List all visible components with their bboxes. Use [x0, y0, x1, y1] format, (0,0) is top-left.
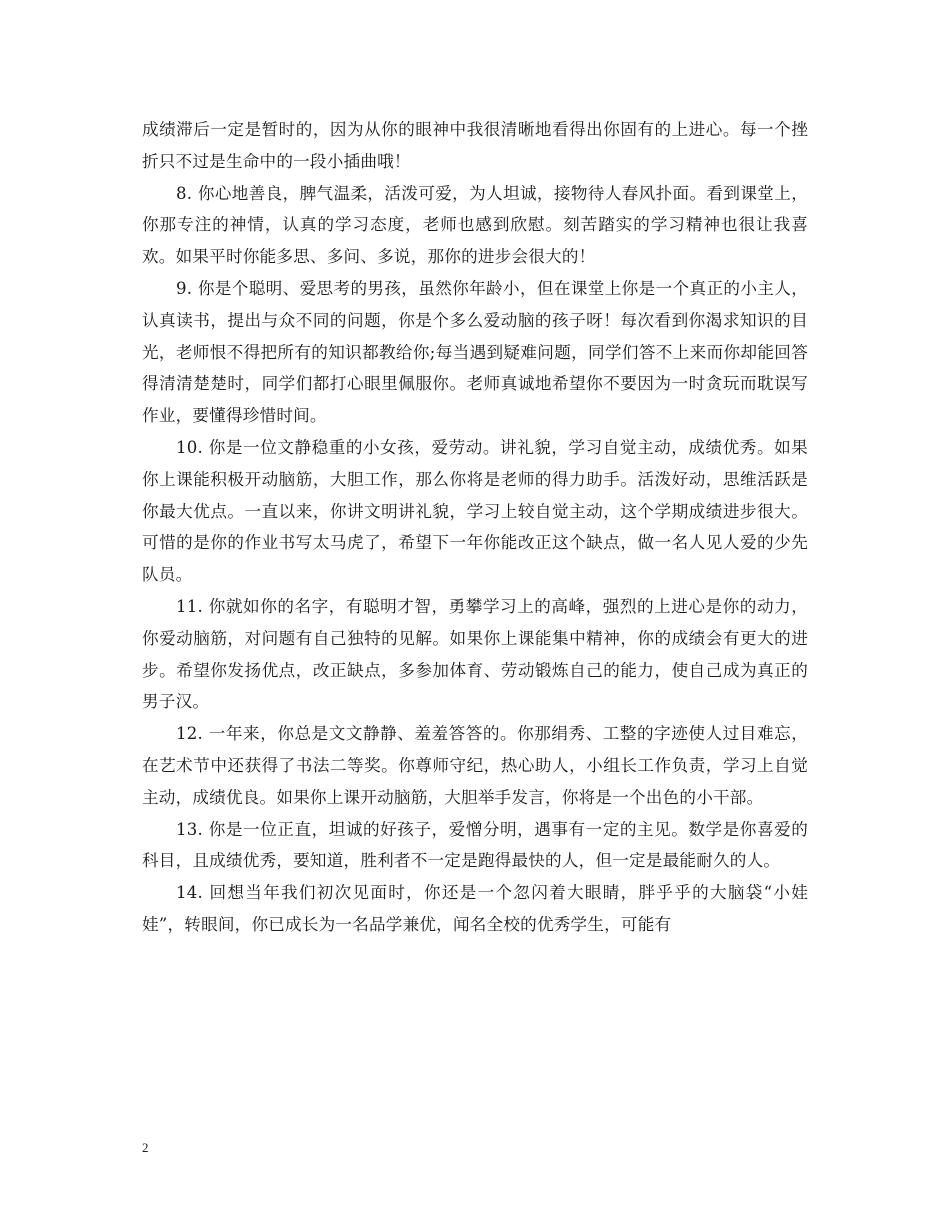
paragraph-item-13: 13. 你是一位正直，坦诚的好孩子，爱憎分明，遇事有一定的主见。数学是你喜爱的科目，且成绩优秀，要知道，胜利者不一定是跑得最快的人，但一定是最能耐久的人。: [142, 819, 808, 871]
paragraph-item-8: 8. 你心地善良，脾气温柔，活泼可爱，为人坦诚，接物待人春风扑面。看到课堂上，你那专注的神情，认真的学习态度，老师也感到欣慰。刻苦踏实的学习精神也很让我喜欢。如果平时你能多思、多问、多说，那你的进步会很大的！: [142, 183, 808, 267]
paragraph-item-12: 12. 一年来，你总是文文静静、羞羞答答的。你那绢秀、工整的字迹使人过目难忘，在艺术节中还获得了书法二等奖。你尊师守纪，热心助人，小组长工作负责，学习上自觉主动，成绩优良。如果你上课开动脑筋，大胆举手发言，你将是一个出色的小干部。: [142, 724, 808, 807]
paragraph-item-14: 14. 回想当年我们初次见面时，你还是一个忽闪着大眼睛，胖乎乎的大脑袋“小娃娃”，转眼间，你已成长为一名品学兼优，闻名全校的优秀学生，可能有: [142, 883, 808, 934]
paragraph-continuation: 成绩滞后一定是暂时的，因为从你的眼神中我很清晰地看得出你固有的上进心。每一个挫折只不过是生命中的一段小插曲哦！: [142, 120, 808, 171]
paragraph-item-9: 9. 你是个聪明、爱思考的男孩，虽然你年龄小，但在课堂上你是一个真正的小主人，认真读书，提出与众不同的问题，你是个多么爱动脑的孩子呀！每次看到你渴求知识的目光，老师恨不得把所有的知识都教给你;每当遇到疑难问题，同学们答不上来而你却能回答得清清楚楚时，同学们都打心眼里佩服你。老师真诚地希望你不要因为一时贪玩而耽误写作业，要懂得珍惜时间。: [142, 278, 808, 426]
paragraph-item-10: 10. 你是一位文静稳重的小女孩，爱劳动。讲礼貌，学习自觉主动，成绩优秀。如果你上课能积极开动脑筋，大胆工作，那么你将是老师的得力助手。活泼好动，思维活跃是你最大优点。一直以来，你讲文明讲礼貌，学习上较自觉主动，这个学期成绩进步很大。可惜的是你的作业书写太马虎了，希望下一年你能改正这个缺点，做一名人见人爱的少先队员。: [142, 437, 808, 585]
page-number: 2: [142, 1140, 149, 1155]
paragraph-item-11: 11. 你就如你的名字，有聪明才智，勇攀学习上的高峰，强烈的上进心是你的动力，你爱动脑筋，对问题有自己独特的见解。如果你上课能集中精神，你的成绩会有更大的进步。希望你发扬优点，改正缺点，多参加体育、劳动锻炼自己的能力，使自己成为真正的男子汉。: [142, 596, 808, 712]
document-body: [142, 114, 808, 941]
